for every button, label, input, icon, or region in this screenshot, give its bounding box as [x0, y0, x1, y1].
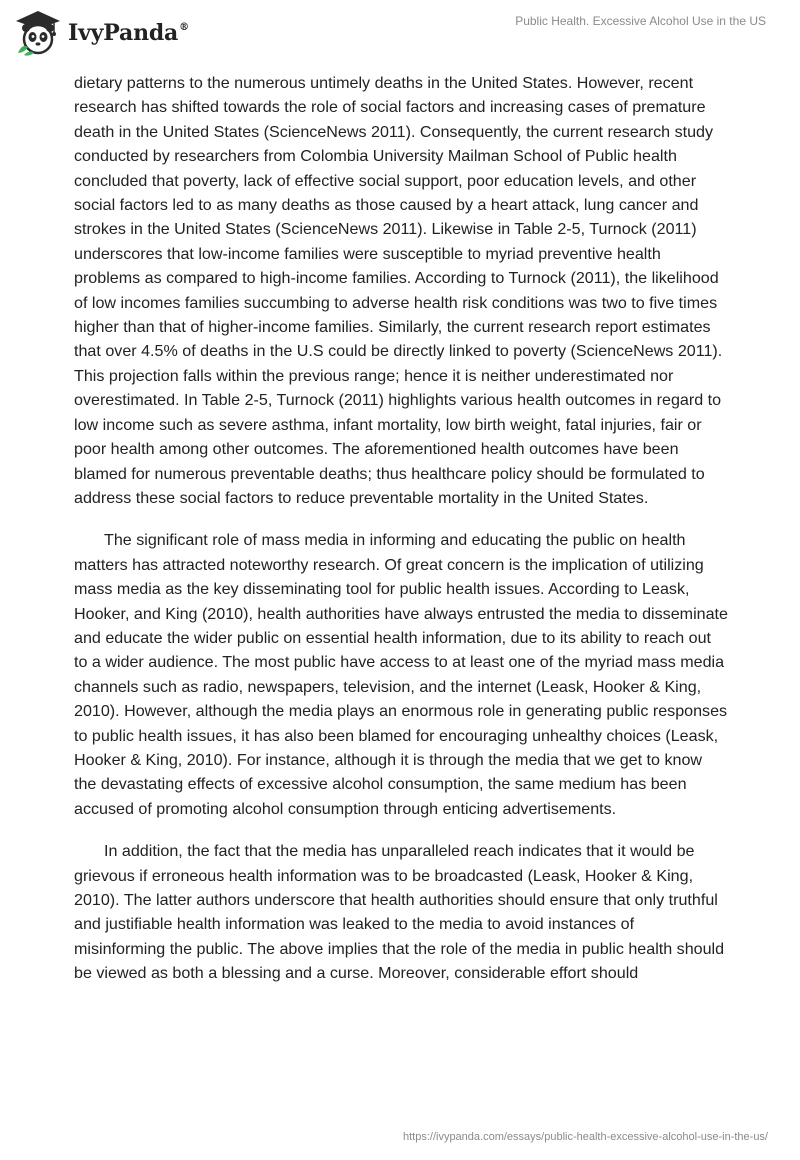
paragraph-2: The significant role of mass media in informing and educating the public on health matters has attracted noteworthy research. Of great concern is the implication of utilizing mass media as the key disseminating tool for public health issues. According to Leask, Hooker, and King (2010), health authorities have always entrusted the media to disseminate and educate the wider public on essential health information, due to its ability to reach out to a wider audience. The most public have access to at least one of the myriad mass media channels such as radio, newspapers, television, and the internet (Leask, Hooker & King, 2010). However, although the media plays an enormous role in generating public responses to public health issues, it has also been blamed for encouraging unhealthy choices (Leask, Hooker & King, 2010). For instance, although it is through the media that we get to know the devastating effects of excessive alcohol consumption, the same medium has been accused of promoting alcohol consumption through enticing advertisements.	[74, 531, 728, 818]
paragraph-1: dietary patterns to the numerous untimely deaths in the United States. However, recent research has shifted towards the role of social factors and increasing cases of premature death in the United States (ScienceNews 2011). Consequently, the current research study conducted by researchers from Colombia University Mailman School of Public health concluded that poverty, lack of effective social support, poor education levels, and other social factors led to as many deaths as those caused by a heart attack, lung cancer and strokes in the United States (ScienceNews 2011). Likewise in Table 2-5, Turnock (2011) underscores that low-income families were susceptible to myriad preventive health problems as compared to high-income families. According to Turnock (2011), the likelihood of low incomes families succumbing to adverse health risk conditions was two to five times higher than that of higher-income families. Similarly, the current research report estimates that over 4.5% of deaths in the U.S could be directly linked to poverty (ScienceNews 2011). This projection falls within the previous range; hence it is neither underestimated nor overestimated. In Table 2-5, Turnock (2011) highlights various health outcomes in regard to low income such as severe asthma, infant mortality, low birth weight, fatal injuries, fair or poor health among other outcomes. The aforementioned health outcomes have been blamed for numerous preventable deaths; thus healthcare policy should be formulated to address these social factors to reduce preventable mortality in the United States.	[74, 74, 723, 507]
paragraph-3: In addition, the fact that the media has unparalleled reach indicates that it would be grievous if erroneous health information was to be broadcasted (Leask, Hooker & King, 2010). The latter authors underscore that health authorities should ensure that only truthful and justifiable health information was leaked to the media to avoid instances of misinforming the public. The above implies that the role of the media in public health should be viewed as both a blessing and a curse. Moreover, considerable effort should	[74, 842, 725, 983]
page-header	[0, 0, 800, 70]
registered-mark: ®	[179, 21, 189, 33]
panda-logo-icon	[14, 9, 62, 57]
document-title: Public Health. Excessive Alcohol Use in the US	[515, 14, 766, 28]
source-url[interactable]: https://ivypanda.com/essays/public-health-excessive-alcohol-use-in-the-us/	[402, 1131, 768, 1143]
brand-name: IvyPanda®	[68, 20, 189, 46]
brand-logo[interactable]	[14, 8, 189, 58]
essay-body	[74, 71, 728, 986]
